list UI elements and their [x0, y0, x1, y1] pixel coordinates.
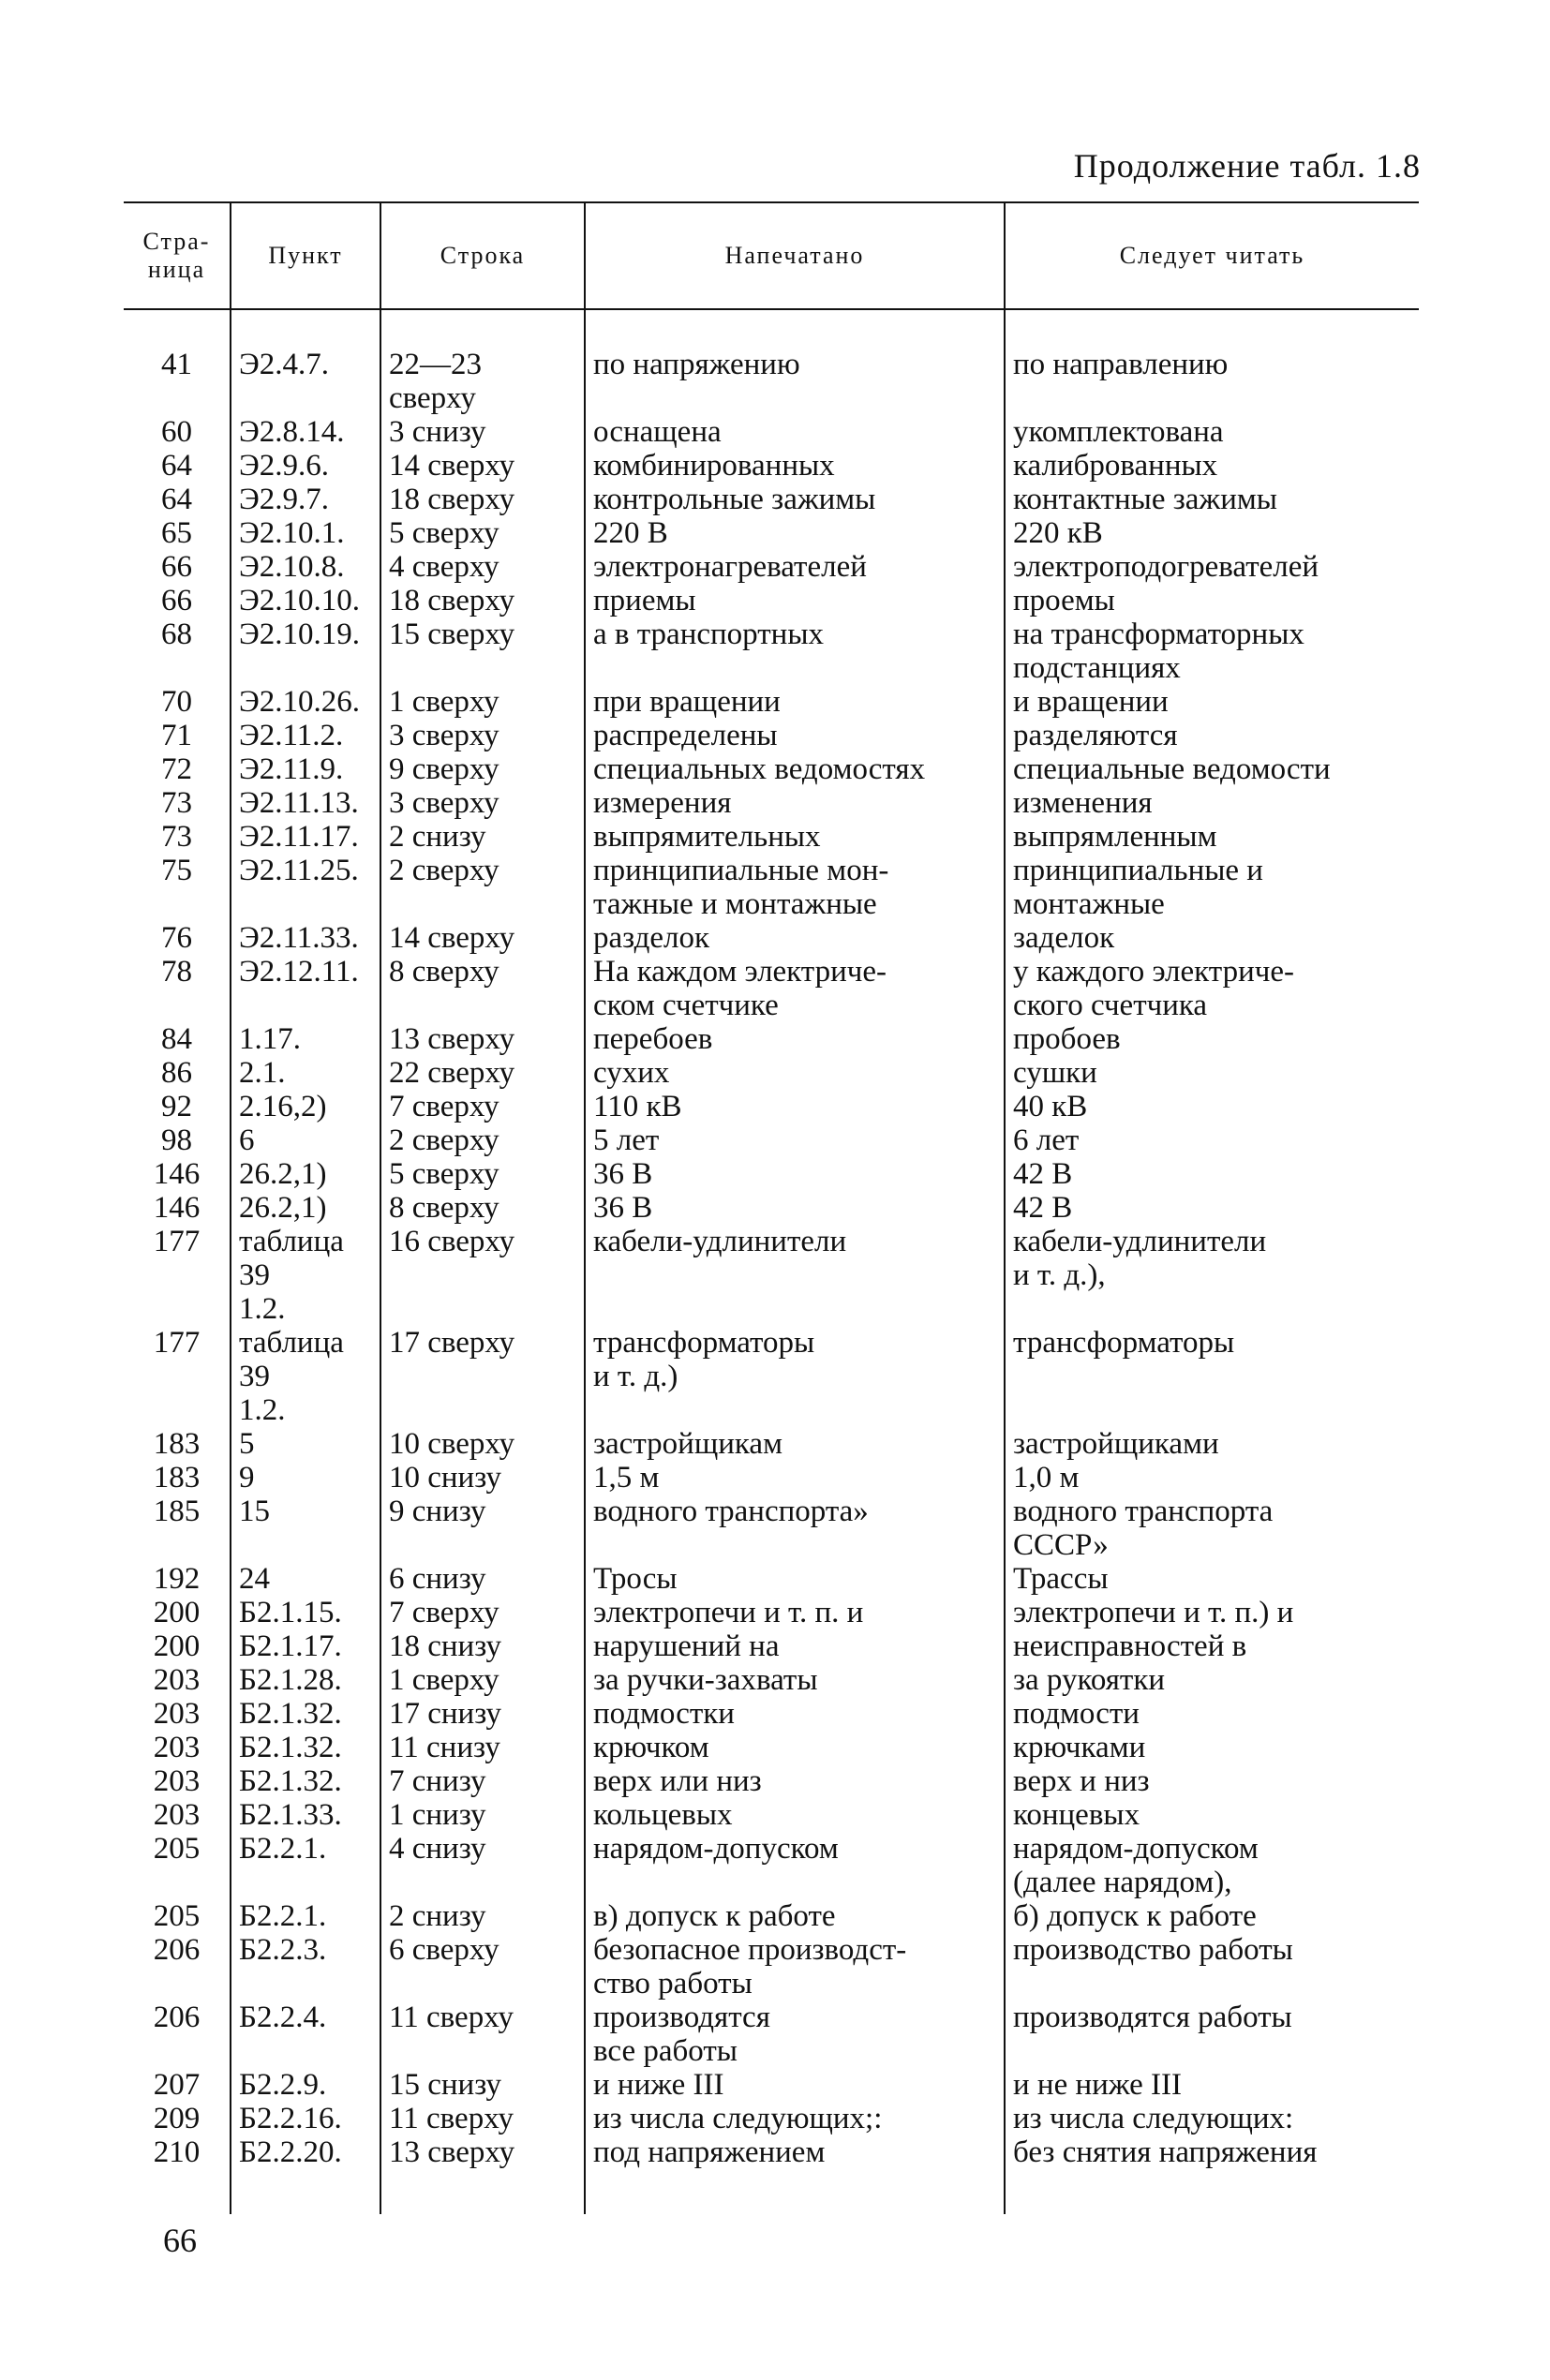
cell-printed: распределены [585, 719, 1005, 752]
cell-should-read: производятся работы [1005, 2001, 1419, 2068]
cell-line: 18 сверху [380, 584, 585, 617]
cell-printed: На каждом электриче- ском счетчике [585, 955, 1005, 1022]
cell-printed: электропечи и т. п. и [585, 1596, 1005, 1629]
cell-printed: сухих [585, 1056, 1005, 1090]
cell-item: Б2.1.28. [231, 1663, 380, 1697]
cell-item: Б2.1.32. [231, 1697, 380, 1731]
table-row [124, 1191, 1419, 1225]
cell-should-read: трансформаторы [1005, 1326, 1419, 1427]
cell-page: 203 [153, 1731, 201, 1764]
table-row [124, 2102, 1419, 2135]
cell-should-read: электропечи и т. п.) и [1005, 1596, 1419, 1629]
cell-line: 4 снизу [380, 1832, 585, 1899]
table-row [124, 1933, 1419, 2001]
cell-item: Б2.2.4. [231, 2001, 380, 2068]
cell-printed: при вращении [585, 685, 1005, 719]
cell-item: Э2.11.25. [231, 854, 380, 921]
cell-line: 11 сверху [380, 2001, 585, 2068]
cell-item: 26.2,1) [231, 1191, 380, 1225]
cell-should-read: разделяются [1005, 719, 1419, 752]
cell-page: 203 [153, 1764, 201, 1798]
cell-line: 6 сверху [380, 1933, 585, 2001]
cell-item: Э2.10.19. [231, 617, 380, 685]
cell-line: 2 снизу [380, 820, 585, 854]
cell-page: 177 [153, 1326, 201, 1360]
cell-printed: из числа следующих;: [585, 2102, 1005, 2135]
cell-should-read: кабели-удлинители и т. д.), [1005, 1225, 1419, 1326]
cell-item: Б2.2.1. [231, 1832, 380, 1899]
cell-line: 5 сверху [380, 516, 585, 550]
cell-page: 73 [161, 820, 192, 854]
cell-item: Б2.2.9. [231, 2068, 380, 2102]
cell-should-read: контактные зажимы [1005, 483, 1419, 516]
cell-page: 205 [153, 1899, 201, 1933]
cell-line: 14 сверху [380, 921, 585, 955]
cell-line: 6 снизу [380, 1562, 585, 1596]
cell-item: Б2.2.20. [231, 2135, 380, 2214]
table-row [124, 1090, 1419, 1123]
cell-should-read: из числа следующих: [1005, 2102, 1419, 2135]
cell-line: 2 сверху [380, 854, 585, 921]
cell-printed: кольцевых [585, 1798, 1005, 1832]
cell-item: Э2.11.9. [231, 752, 380, 786]
cell-item: Э2.9.6. [231, 449, 380, 483]
cell-printed: а в транспортных [585, 617, 1005, 685]
cell-printed: в) допуск к работе [585, 1899, 1005, 1933]
cell-should-read: заделок [1005, 921, 1419, 955]
cell-printed: 5 лет [585, 1123, 1005, 1157]
table-row [124, 719, 1419, 752]
cell-line: 13 сверху [380, 2135, 585, 2214]
cell-should-read: у каждого электриче- ского счетчика [1005, 955, 1419, 1022]
cell-should-read: 6 лет [1005, 1123, 1419, 1157]
cell-printed: приемы [585, 584, 1005, 617]
cell-printed: 1,5 м [585, 1461, 1005, 1495]
table-row [124, 1562, 1419, 1596]
cell-line: 11 сверху [380, 2102, 585, 2135]
cell-line: 8 сверху [380, 1191, 585, 1225]
cell-line: 7 сверху [380, 1596, 585, 1629]
cell-line: 14 сверху [380, 449, 585, 483]
cell-page: 65 [161, 516, 192, 550]
cell-should-read: 42 В [1005, 1191, 1419, 1225]
cell-line: 13 сверху [380, 1022, 585, 1056]
cell-printed: 220 В [585, 516, 1005, 550]
cell-line: 8 сверху [380, 955, 585, 1022]
cell-item: Э2.10.1. [231, 516, 380, 550]
cell-item: Э2.10.8. [231, 550, 380, 584]
cell-should-read: подмости [1005, 1697, 1419, 1731]
cell-printed: перебоев [585, 1022, 1005, 1056]
cell-page: 177 [153, 1225, 201, 1258]
cell-item: Э2.11.13. [231, 786, 380, 820]
table-row [124, 1798, 1419, 1832]
cell-page: 41 [161, 348, 192, 381]
table-row [124, 752, 1419, 786]
cell-printed: кабели-удлинители [585, 1225, 1005, 1326]
cell-printed: выпрямительных [585, 820, 1005, 854]
header-printed: Напечатано [585, 202, 1005, 309]
cell-should-read: на трансформаторных подстанциях [1005, 617, 1419, 685]
cell-page: 183 [153, 1427, 201, 1461]
cell-should-read: 220 кВ [1005, 516, 1419, 550]
cell-printed: подмостки [585, 1697, 1005, 1731]
cell-line: 9 сверху [380, 752, 585, 786]
table-body [124, 309, 1419, 2214]
table-row [124, 921, 1419, 955]
cell-printed: электронагревателей [585, 550, 1005, 584]
header-page: Стра- ница [124, 202, 231, 309]
cell-page: 84 [161, 1022, 192, 1056]
cell-printed: измерения [585, 786, 1005, 820]
header-item: Пункт [231, 202, 380, 309]
cell-should-read: электроподогревателей [1005, 550, 1419, 584]
cell-line: 3 снизу [380, 415, 585, 449]
cell-should-read: 1,0 м [1005, 1461, 1419, 1495]
table-row [124, 1697, 1419, 1731]
cell-should-read: 40 кВ [1005, 1090, 1419, 1123]
cell-line: 17 сверху [380, 1326, 585, 1427]
cell-item: Б2.1.32. [231, 1764, 380, 1798]
cell-page: 76 [161, 921, 192, 955]
cell-line: 16 сверху [380, 1225, 585, 1326]
table-row [124, 786, 1419, 820]
table-row [124, 2068, 1419, 2102]
cell-page: 64 [161, 449, 192, 483]
cell-printed: специальных ведомостях [585, 752, 1005, 786]
cell-item: 6 [231, 1123, 380, 1157]
table-row [124, 854, 1419, 921]
cell-printed: верх или низ [585, 1764, 1005, 1798]
cell-should-read: неисправностей в [1005, 1629, 1419, 1663]
cell-page: 192 [153, 1562, 201, 1596]
cell-page: 146 [153, 1191, 201, 1225]
page-number: 66 [163, 2222, 197, 2259]
cell-line: 1 сверху [380, 685, 585, 719]
cell-item: Э2.11.2. [231, 719, 380, 752]
cell-line: 10 снизу [380, 1461, 585, 1495]
cell-line: 9 снизу [380, 1495, 585, 1562]
cell-should-read: сушки [1005, 1056, 1419, 1090]
table-row [124, 2135, 1419, 2214]
cell-printed: 110 кВ [585, 1090, 1005, 1123]
cell-printed: безопасное производст- ство работы [585, 1933, 1005, 2001]
table-row [124, 309, 1419, 415]
table-row [124, 1596, 1419, 1629]
cell-printed: контрольные зажимы [585, 483, 1005, 516]
cell-line: 22 сверху [380, 1056, 585, 1090]
cell-printed: по напряжению [585, 309, 1005, 415]
header-should-read: Следует читать [1005, 202, 1419, 309]
cell-should-read: концевых [1005, 1798, 1419, 1832]
cell-page: 210 [153, 2135, 201, 2169]
cell-page: 209 [153, 2102, 201, 2135]
table-row [124, 1022, 1419, 1056]
cell-item: Э2.4.7. [231, 309, 380, 415]
cell-item: Б2.2.3. [231, 1933, 380, 2001]
cell-should-read: пробоев [1005, 1022, 1419, 1056]
cell-item: Б2.1.32. [231, 1731, 380, 1764]
cell-should-read: принципиальные и монтажные [1005, 854, 1419, 921]
cell-line: 10 сверху [380, 1427, 585, 1461]
cell-line: 18 снизу [380, 1629, 585, 1663]
cell-page: 72 [161, 752, 192, 786]
cell-printed: нарядом-допуском [585, 1832, 1005, 1899]
cell-printed: за ручки-захваты [585, 1663, 1005, 1697]
cell-page: 68 [161, 617, 192, 651]
table-row [124, 820, 1419, 854]
table-row [124, 415, 1419, 449]
cell-should-read: калиброванных [1005, 449, 1419, 483]
cell-page: 205 [153, 1832, 201, 1866]
cell-should-read: крючками [1005, 1731, 1419, 1764]
cell-printed: застройщикам [585, 1427, 1005, 1461]
cell-should-read: за рукоятки [1005, 1663, 1419, 1697]
cell-item: Э2.10.10. [231, 584, 380, 617]
cell-item: Б2.2.1. [231, 1899, 380, 1933]
cell-page: 70 [161, 685, 192, 719]
cell-item: Э2.10.26. [231, 685, 380, 719]
cell-line: 2 сверху [380, 1123, 585, 1157]
table-row [124, 1899, 1419, 1933]
table-row [124, 1123, 1419, 1157]
table-row [124, 1157, 1419, 1191]
cell-should-read: изменения [1005, 786, 1419, 820]
cell-printed: нарушений на [585, 1629, 1005, 1663]
cell-should-read: производство работы [1005, 1933, 1419, 2001]
table-row [124, 1495, 1419, 1562]
cell-item: Б2.1.33. [231, 1798, 380, 1832]
cell-printed: разделок [585, 921, 1005, 955]
cell-item: 2.1. [231, 1056, 380, 1090]
cell-page: 146 [153, 1157, 201, 1191]
cell-printed: крючком [585, 1731, 1005, 1764]
cell-page: 203 [153, 1697, 201, 1731]
cell-page: 60 [161, 415, 192, 449]
cell-printed: Тросы [585, 1562, 1005, 1596]
cell-line: 5 сверху [380, 1157, 585, 1191]
cell-should-read: специальные ведомости [1005, 752, 1419, 786]
cell-page: 183 [153, 1461, 201, 1495]
cell-item: Э2.8.14. [231, 415, 380, 449]
errata-table [124, 201, 1419, 2214]
cell-page: 207 [153, 2068, 201, 2102]
table-row [124, 617, 1419, 685]
cell-line: 3 сверху [380, 786, 585, 820]
table-row [124, 483, 1419, 516]
cell-page: 66 [161, 584, 192, 617]
cell-page: 98 [161, 1123, 192, 1157]
table-caption: Продолжение табл. 1.8 [1073, 147, 1421, 185]
cell-page: 200 [153, 1596, 201, 1629]
cell-page: 203 [153, 1663, 201, 1697]
table-header-row [124, 202, 1419, 309]
cell-line: 17 снизу [380, 1697, 585, 1731]
cell-page: 185 [153, 1495, 201, 1528]
cell-page: 86 [161, 1056, 192, 1090]
cell-line: 15 снизу [380, 2068, 585, 2102]
cell-line: 7 сверху [380, 1090, 585, 1123]
table-row [124, 1663, 1419, 1697]
cell-item: 24 [231, 1562, 380, 1596]
cell-item: Б2.1.17. [231, 1629, 380, 1663]
cell-page: 75 [161, 854, 192, 887]
table-row [124, 1427, 1419, 1461]
cell-item: таблица 39 1.2. [231, 1225, 380, 1326]
cell-should-read: и вращении [1005, 685, 1419, 719]
cell-should-read: Трассы [1005, 1562, 1419, 1596]
cell-printed: и ниже III [585, 2068, 1005, 2102]
cell-should-read: верх и низ [1005, 1764, 1419, 1798]
table-row [124, 1629, 1419, 1663]
cell-printed: под напряжением [585, 2135, 1005, 2214]
cell-item: Э2.9.7. [231, 483, 380, 516]
cell-page: 92 [161, 1090, 192, 1123]
table-row [124, 1326, 1419, 1427]
cell-item: 1.17. [231, 1022, 380, 1056]
cell-should-read: укомплектована [1005, 415, 1419, 449]
cell-should-read: водного транспорта СССР» [1005, 1495, 1419, 1562]
cell-item: Э2.12.11. [231, 955, 380, 1022]
cell-page: 64 [161, 483, 192, 516]
cell-printed: производятся все работы [585, 2001, 1005, 2068]
cell-should-read: выпрямленным [1005, 820, 1419, 854]
cell-item: таблица 39 1.2. [231, 1326, 380, 1427]
cell-page: 73 [161, 786, 192, 820]
table-row [124, 1832, 1419, 1899]
table-row [124, 2001, 1419, 2068]
cell-line: 15 сверху [380, 617, 585, 685]
cell-line: 11 снизу [380, 1731, 585, 1764]
cell-page: 200 [153, 1629, 201, 1663]
cell-line: 18 сверху [380, 483, 585, 516]
cell-item: 15 [231, 1495, 380, 1562]
header-line: Строка [380, 202, 585, 309]
table-row [124, 449, 1419, 483]
cell-should-read: без снятия напряжения [1005, 2135, 1419, 2214]
cell-should-read: проемы [1005, 584, 1419, 617]
cell-printed: принципиальные мон- тажные и монтажные [585, 854, 1005, 921]
table-row [124, 1764, 1419, 1798]
cell-line: 4 сверху [380, 550, 585, 584]
table-row [124, 1225, 1419, 1326]
cell-item: 9 [231, 1461, 380, 1495]
table-row [124, 1056, 1419, 1090]
cell-should-read: нарядом-допуском (далее нарядом), [1005, 1832, 1419, 1899]
table-row [124, 1461, 1419, 1495]
cell-should-read: по направлению [1005, 309, 1419, 415]
cell-page: 203 [153, 1798, 201, 1832]
cell-printed: комбинированных [585, 449, 1005, 483]
cell-printed: 36 В [585, 1157, 1005, 1191]
cell-printed: оснащена [585, 415, 1005, 449]
cell-item: 5 [231, 1427, 380, 1461]
cell-page: 71 [161, 719, 192, 752]
cell-should-read: застройщиками [1005, 1427, 1419, 1461]
cell-line: 1 сверху [380, 1663, 585, 1697]
cell-page: 78 [161, 955, 192, 989]
cell-line: 3 сверху [380, 719, 585, 752]
table-row [124, 1731, 1419, 1764]
cell-page: 206 [153, 2001, 201, 2034]
cell-item: 26.2,1) [231, 1157, 380, 1191]
cell-should-read: 42 В [1005, 1157, 1419, 1191]
table-row [124, 516, 1419, 550]
table-row [124, 584, 1419, 617]
cell-item: Б2.1.15. [231, 1596, 380, 1629]
cell-item: 2.16,2) [231, 1090, 380, 1123]
cell-item: Б2.2.16. [231, 2102, 380, 2135]
cell-should-read: б) допуск к работе [1005, 1899, 1419, 1933]
cell-should-read: и не ниже III [1005, 2068, 1419, 2102]
cell-line: 22—23 сверху [380, 309, 585, 415]
cell-printed: трансформаторы и т. д.) [585, 1326, 1005, 1427]
table-row [124, 955, 1419, 1022]
table-row [124, 685, 1419, 719]
cell-line: 7 снизу [380, 1764, 585, 1798]
cell-item: Э2.11.33. [231, 921, 380, 955]
cell-line: 2 снизу [380, 1899, 585, 1933]
cell-printed: 36 В [585, 1191, 1005, 1225]
cell-page: 66 [161, 550, 192, 584]
cell-line: 1 снизу [380, 1798, 585, 1832]
table-row [124, 550, 1419, 584]
cell-item: Э2.11.17. [231, 820, 380, 854]
cell-printed: водного транспорта» [585, 1495, 1005, 1562]
cell-page: 206 [153, 1933, 201, 1967]
